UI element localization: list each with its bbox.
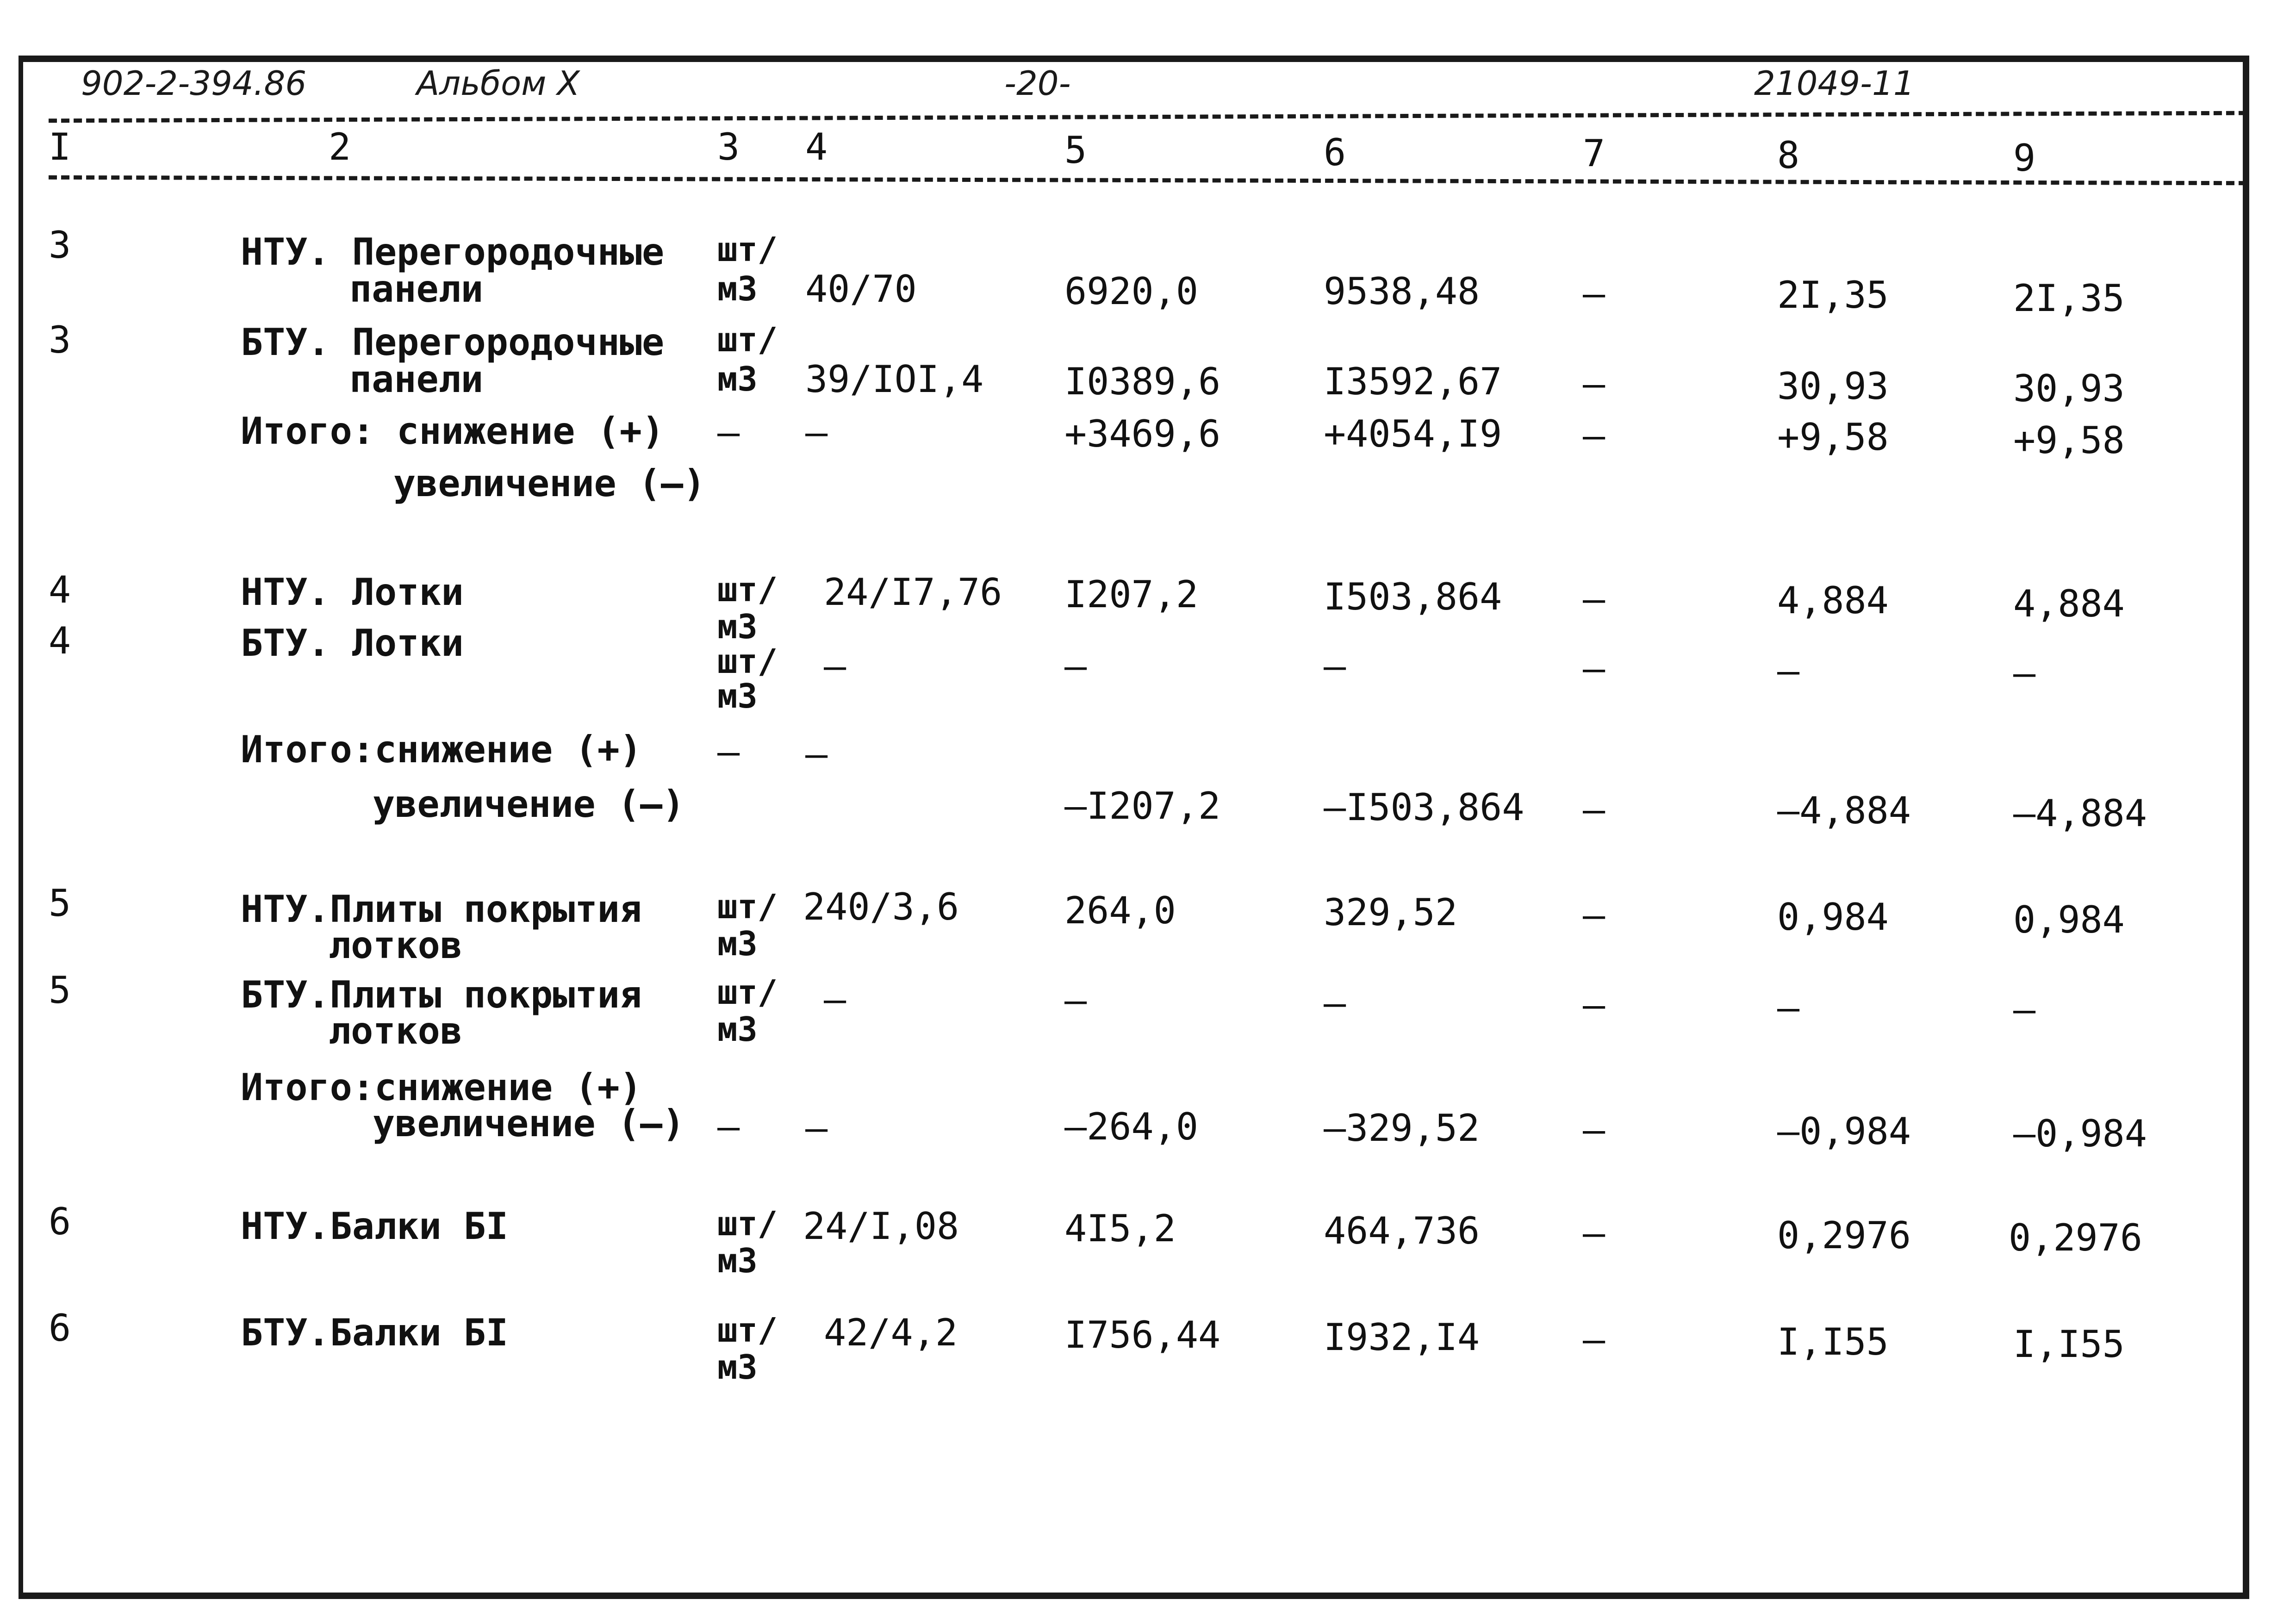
row-col9: 0,2976	[2009, 1216, 2142, 1259]
row-col8: 30,93	[1777, 365, 1889, 408]
row-col4: 39/IOI,4	[805, 358, 984, 401]
row-col8: 0,2976	[1777, 1214, 1911, 1257]
row-col7: –	[1583, 894, 1605, 937]
col-header-1: I	[49, 125, 71, 168]
row-col9: –4,884	[2013, 792, 2147, 835]
row-name: БТУ. Перегородочные	[241, 321, 665, 364]
row-num: 5	[49, 969, 71, 1012]
row-unit-cont: м3	[717, 677, 758, 716]
row-col5: –264,0	[1064, 1105, 1198, 1148]
row-col4: 240/3,6	[803, 885, 959, 928]
row-col7: –	[1583, 1108, 1605, 1151]
row-name: НТУ. Лотки	[241, 571, 464, 614]
row-col4: –	[805, 411, 828, 454]
row-col7: –	[1583, 983, 1605, 1027]
row-name: НТУ.Балки БI	[241, 1205, 508, 1248]
row-col9: 0,984	[2013, 898, 2125, 941]
row-col7: –	[1583, 647, 1605, 690]
col-header-8: 8	[1777, 134, 1800, 177]
row-col4: –	[805, 1107, 828, 1150]
row-num: 4	[49, 619, 71, 662]
row-col6: I3592,67	[1324, 360, 1502, 403]
row-name-cont: лотков	[329, 924, 462, 967]
row-unit-cont: м3	[717, 1010, 758, 1049]
row-col3: –	[717, 730, 740, 773]
row-unit: шт/	[717, 320, 778, 359]
row-unit-cont: м3	[717, 607, 758, 646]
row-col7: –	[1583, 1318, 1605, 1361]
row-col8: –	[1777, 986, 1800, 1029]
row-name: БТУ.Плиты покрытия	[241, 973, 642, 1016]
col-header-3: 3	[717, 125, 740, 168]
col-header-9: 9	[2013, 137, 2036, 180]
row-name-cont: увеличение (–)	[373, 1102, 685, 1145]
row-col5: –	[1064, 979, 1087, 1022]
row-unit-cont: м3	[717, 1241, 758, 1280]
row-col8: 0,984	[1777, 896, 1889, 939]
row-unit: шт/	[717, 570, 778, 609]
row-col6: I503,864	[1324, 575, 1502, 618]
row-col8: I,I55	[1777, 1320, 1889, 1363]
row-col4: 24/I,08	[803, 1205, 959, 1248]
row-col5: I207,2	[1064, 573, 1198, 616]
row-col5: I756,44	[1064, 1313, 1221, 1356]
doc-code: 902-2-394.86	[81, 64, 307, 103]
row-col6: +4054,I9	[1324, 412, 1502, 455]
row-name: БТУ. Лотки	[241, 622, 464, 665]
row-col5: –I207,2	[1064, 784, 1221, 828]
row-col9: –0,984	[2013, 1112, 2147, 1155]
row-num: 6	[49, 1200, 71, 1243]
row-unit: шт/	[717, 230, 778, 269]
row-col7: –	[1583, 414, 1605, 457]
row-col9: 2I,35	[2013, 277, 2125, 320]
row-col6: –329,52	[1324, 1107, 1480, 1150]
row-col3: –	[717, 1105, 740, 1148]
album-label: Альбом X	[417, 64, 580, 103]
row-col7: –	[1583, 788, 1605, 831]
col-header-5: 5	[1064, 129, 1087, 172]
row-col5: I0389,6	[1064, 360, 1221, 403]
row-unit: шт/	[717, 1204, 778, 1243]
row-col8: +9,58	[1777, 416, 1889, 459]
row-col4: 24/I7,76	[824, 571, 1002, 614]
row-col8: –0,984	[1777, 1110, 1911, 1153]
row-name: НТУ. Перегородочные	[241, 230, 665, 274]
row-col9: I,I55	[2013, 1323, 2125, 1366]
row-num: 3	[49, 224, 71, 267]
row-unit-cont: м3	[717, 360, 758, 398]
row-col6: –	[1324, 982, 1346, 1025]
row-col9: 4,884	[2013, 582, 2125, 625]
row-name-cont: увеличение (–)	[393, 462, 706, 505]
col-header-2: 2	[329, 125, 351, 168]
row-unit-cont: м3	[717, 1348, 758, 1387]
row-col9: +9,58	[2013, 419, 2125, 462]
row-col8: 4,884	[1777, 579, 1889, 622]
row-col9: 30,93	[2013, 367, 2125, 410]
col-header-6: 6	[1324, 131, 1346, 174]
row-col7: –	[1583, 578, 1605, 621]
row-col7: –	[1583, 362, 1605, 405]
row-col4: 42/4,2	[824, 1311, 958, 1354]
row-num: 6	[49, 1307, 71, 1350]
row-col4: –	[824, 978, 846, 1021]
row-col8: 2I,35	[1777, 274, 1889, 317]
row-col8: –4,884	[1777, 789, 1911, 832]
row-col4: –	[824, 645, 846, 688]
row-col6: 329,52	[1324, 891, 1457, 934]
doc-number: 21049-11	[1754, 64, 1915, 103]
row-col5: 4I5,2	[1064, 1207, 1176, 1250]
col-header-4: 4	[805, 125, 828, 168]
row-col7: –	[1583, 1212, 1605, 1255]
row-col6: 464,736	[1324, 1209, 1480, 1252]
col-header-7: 7	[1583, 132, 1605, 175]
row-col4: 40/70	[805, 268, 917, 311]
row-unit: шт/	[717, 973, 778, 1012]
row-col7: –	[1583, 272, 1605, 315]
row-unit-cont: м3	[717, 924, 758, 963]
row-name: Итого: снижение (+)	[241, 410, 665, 453]
row-col3: –	[717, 411, 740, 454]
row-name: Итого:снижение (+)	[241, 1066, 642, 1109]
row-num: 3	[49, 318, 71, 361]
row-name: НТУ.Плиты покрытия	[241, 888, 642, 931]
row-col6: 9538,48	[1324, 270, 1480, 313]
row-name: БТУ.Балки БI	[241, 1311, 508, 1354]
row-unit: шт/	[717, 887, 778, 926]
page-number: -20-	[1004, 64, 1071, 103]
row-name-cont: панели	[349, 268, 483, 311]
row-name-cont: панели	[349, 358, 483, 401]
row-num: 5	[49, 882, 71, 925]
row-unit-cont: м3	[717, 269, 758, 308]
row-col6: I932,I4	[1324, 1316, 1480, 1359]
row-name-cont: увеличение (–)	[373, 783, 685, 826]
row-col5: –	[1064, 645, 1087, 688]
row-unit: шт/	[717, 642, 778, 681]
row-col6: –I503,864	[1324, 786, 1524, 829]
row-col8: –	[1777, 649, 1800, 692]
row-unit: шт/	[717, 1311, 778, 1350]
row-col5: 264,0	[1064, 889, 1176, 932]
row-col9: –	[2013, 652, 2036, 695]
row-col9: –	[2013, 988, 2036, 1031]
row-col5: +3469,6	[1064, 412, 1221, 455]
row-col4: –	[805, 733, 828, 776]
row-name-cont: лотков	[329, 1009, 462, 1052]
row-num: 4	[49, 568, 71, 611]
row-col6: –	[1324, 645, 1346, 688]
row-col5: 6920,0	[1064, 270, 1198, 313]
row-name: Итого:снижение (+)	[241, 728, 642, 771]
